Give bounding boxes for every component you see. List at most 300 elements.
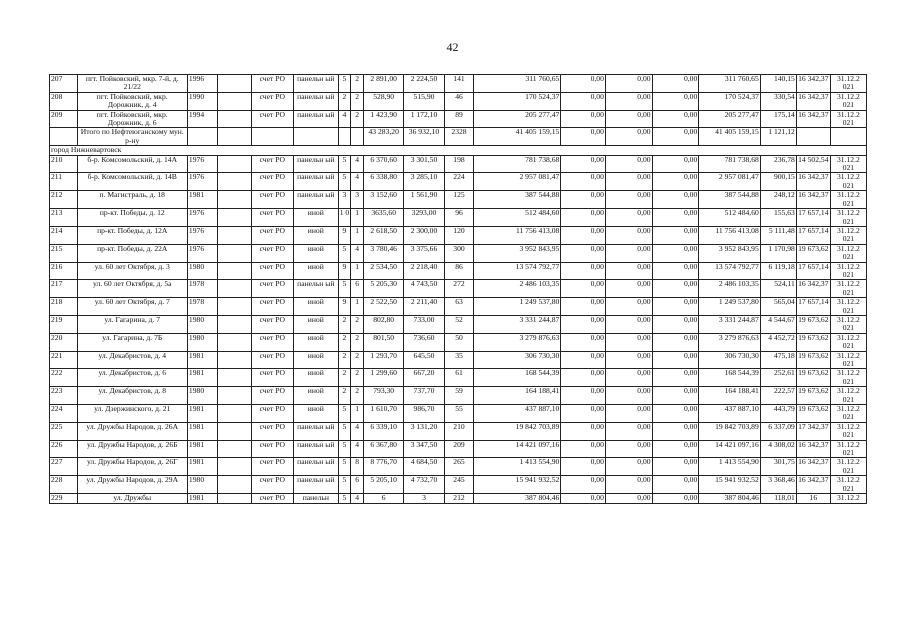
table-cell: 1976 [187, 173, 217, 191]
table-cell: 4 [351, 494, 364, 503]
table-cell: 6 339,10 [364, 422, 404, 440]
table-cell: 2 891,00 [364, 75, 404, 93]
table-cell: 2 [338, 369, 351, 387]
table-cell: 236,78 [760, 155, 796, 173]
table-cell: 4 684,50 [404, 458, 444, 476]
table-cell: 0,00 [561, 75, 606, 93]
table-row [50, 387, 867, 405]
table-cell: 14 421 097,16 [474, 440, 561, 458]
table-cell: 2 [338, 333, 351, 351]
table-cell: 141 [444, 75, 474, 93]
table-cell: пгт. Пойковский, мкр. 7-й, д. 21/22 [77, 75, 187, 93]
table-cell: 2 618,50 [364, 226, 404, 244]
table-cell: 209 [50, 110, 78, 128]
table-cell: 31.12.2 021 [830, 369, 866, 387]
table-cell: 524,11 [760, 280, 796, 298]
table-cell: 475,18 [760, 351, 796, 369]
table-cell: 31.12.2 021 [830, 110, 866, 128]
table-cell: 1 0 [338, 209, 351, 227]
table-cell: 0,00 [561, 128, 606, 146]
table-cell: 17 657,14 [796, 209, 830, 227]
table-cell: 31.12.2 021 [830, 476, 866, 494]
table-cell: ул. Дружбы Народов, д. 26А [77, 422, 187, 440]
table-cell: 5 [338, 422, 351, 440]
table-cell: ул. Гагарина, д. 7Б [77, 333, 187, 351]
table-cell: 1 [351, 226, 364, 244]
table-cell: 3 [404, 494, 444, 503]
table-cell: 0,00 [605, 226, 652, 244]
table-cell: 3 331 244,87 [699, 315, 761, 333]
table-cell: 3635,60 [364, 209, 404, 227]
table-cell: 4 544,67 [760, 315, 796, 333]
table-cell: 31.12.2 021 [830, 92, 866, 110]
table-cell: 228 [50, 476, 78, 494]
table-cell: 1980 [187, 333, 217, 351]
table-cell: 222,57 [760, 387, 796, 405]
table-cell: 3 331 244,87 [474, 315, 561, 333]
table-cell: 6 367,80 [364, 440, 404, 458]
table-cell: 0,00 [561, 458, 606, 476]
table-cell: ул. Декабристов, д. 6 [77, 369, 187, 387]
table-cell: 6 [351, 280, 364, 298]
table-cell: 19 842 703,89 [699, 422, 761, 440]
table-cell: счет РО [251, 280, 293, 298]
table-cell: 17 342,37 [796, 422, 830, 440]
table-cell: 9 [338, 298, 351, 316]
table-cell: 1 [351, 209, 364, 227]
table-cell: 1981 [187, 369, 217, 387]
table-cell: 217 [50, 280, 78, 298]
table-cell: 3 952 843,95 [474, 244, 561, 262]
table-row [50, 333, 867, 351]
table-cell: 211 [50, 173, 78, 191]
table-cell: 1976 [187, 155, 217, 173]
table-cell: 3 952 843,95 [699, 244, 761, 262]
table-cell [217, 333, 251, 351]
table-cell: 6 370,60 [364, 155, 404, 173]
table-row [50, 351, 867, 369]
table-cell: 1980 [187, 476, 217, 494]
table-cell: 218 [50, 298, 78, 316]
table-cell: 1 299,60 [364, 369, 404, 387]
table-cell: 50 [444, 333, 474, 351]
table-cell: 512 484,60 [699, 209, 761, 227]
table-cell: счет РО [251, 422, 293, 440]
table-cell: 31.12.2 021 [830, 422, 866, 440]
table-cell: 443,79 [760, 405, 796, 423]
table-cell: 16 342,37 [796, 173, 830, 191]
table-cell: 3 [351, 191, 364, 209]
table-cell: панельн ый [294, 476, 339, 494]
table-cell: 2 [351, 351, 364, 369]
table-cell: 224 [50, 405, 78, 423]
table-cell: 0,00 [561, 155, 606, 173]
table-cell: 5 111,48 [760, 226, 796, 244]
table-cell [217, 226, 251, 244]
table-cell [217, 458, 251, 476]
table-cell [217, 280, 251, 298]
table-cell [351, 128, 364, 146]
table-cell: счет РО [251, 226, 293, 244]
table-cell: 1 170,98 [760, 244, 796, 262]
table-cell: 175,14 [760, 110, 796, 128]
table-cell: 43 283,20 [364, 128, 404, 146]
table-row [50, 173, 867, 191]
table-cell: 301,75 [760, 458, 796, 476]
table-row [50, 440, 867, 458]
table-cell: иной [294, 315, 339, 333]
table-cell: иной [294, 351, 339, 369]
table-cell: 168 544,39 [474, 369, 561, 387]
table-cell: 437 887,10 [474, 405, 561, 423]
table-cell: 2 224,50 [404, 75, 444, 93]
table-cell: б-р. Комсомольский, д. 14А [77, 155, 187, 173]
housing-registry-table [49, 74, 867, 504]
table-cell: иной [294, 262, 339, 280]
table-cell [338, 128, 351, 146]
table-cell: 120 [444, 226, 474, 244]
table-cell: счет РО [251, 92, 293, 110]
table-cell: 2 [338, 315, 351, 333]
table-cell: счет РО [251, 369, 293, 387]
table-cell: 89 [444, 110, 474, 128]
table-cell: 0,00 [605, 440, 652, 458]
table-cell: 0,00 [561, 298, 606, 316]
table-cell: счет РО [251, 298, 293, 316]
table-cell [217, 387, 251, 405]
table-cell: 5 [338, 440, 351, 458]
table-cell: 19 673,62 [796, 405, 830, 423]
table-cell: 2 [338, 351, 351, 369]
table-cell: 1 561,90 [404, 191, 444, 209]
table-cell: 2 957 081,47 [699, 173, 761, 191]
table-cell: 1 610,70 [364, 405, 404, 423]
table-cell: 36 932,10 [404, 128, 444, 146]
table-cell: 0,00 [652, 209, 699, 227]
table-cell: 61 [444, 369, 474, 387]
table-cell: 31.12.2 021 [830, 333, 866, 351]
table-cell: 3 368,46 [760, 476, 796, 494]
table-cell [217, 128, 251, 146]
table-cell: 2 [338, 387, 351, 405]
table-cell: 0,00 [561, 369, 606, 387]
table-cell: 5 [338, 280, 351, 298]
table-cell: 220 [50, 333, 78, 351]
table-cell: иной [294, 209, 339, 227]
table-cell: 0,00 [652, 369, 699, 387]
table-cell: 1978 [187, 298, 217, 316]
table-cell: 140,15 [760, 75, 796, 93]
table-cell: 3 301,50 [404, 155, 444, 173]
table-cell: 5 205,10 [364, 476, 404, 494]
table-cell: 19 673,62 [796, 387, 830, 405]
table-cell: ул. Дзержинского, д. 21 [77, 405, 187, 423]
table-cell: 0,00 [652, 298, 699, 316]
table-cell [217, 155, 251, 173]
table-cell: 2328 [444, 128, 474, 146]
table-cell: 17 657,14 [796, 262, 830, 280]
table-cell: 4 [338, 110, 351, 128]
table-cell: 1 [351, 262, 364, 280]
table-cell: 17 657,14 [796, 298, 830, 316]
table-cell: 0,00 [605, 405, 652, 423]
table-row [50, 315, 867, 333]
table-cell: панельн ый [294, 422, 339, 440]
table-row [50, 298, 867, 316]
table-cell: 17 657,14 [796, 226, 830, 244]
table-cell: 0,00 [605, 244, 652, 262]
table-cell [217, 298, 251, 316]
table-cell: 0,00 [652, 422, 699, 440]
table-cell: 164 188,41 [699, 387, 761, 405]
table-cell: 212 [444, 494, 474, 503]
table-cell: панельн ый [294, 92, 339, 110]
table-cell: 0,00 [605, 209, 652, 227]
table-cell: 4 [351, 173, 364, 191]
table-cell: счет РО [251, 191, 293, 209]
table-row [50, 405, 867, 423]
table-cell: счет РО [251, 244, 293, 262]
table-cell: 0,00 [652, 458, 699, 476]
table-cell: 3 347,50 [404, 440, 444, 458]
table-cell: 0,00 [652, 155, 699, 173]
table-cell: 16 342,37 [796, 440, 830, 458]
table-cell: 0,00 [652, 128, 699, 146]
table-cell: 311 760,65 [699, 75, 761, 93]
table-cell: 311 760,65 [474, 75, 561, 93]
table-cell: 31.12.2 021 [830, 262, 866, 280]
table-cell: 3 279 876,63 [699, 333, 761, 351]
table-cell [217, 92, 251, 110]
table-cell: 387 544,88 [699, 191, 761, 209]
table-cell: 0,00 [652, 387, 699, 405]
table-cell: 41 405 159,15 [699, 128, 761, 146]
table-cell [217, 244, 251, 262]
table-cell: 0,00 [652, 244, 699, 262]
table-cell: 35 [444, 351, 474, 369]
table-cell: счет РО [251, 458, 293, 476]
table-cell: 1 423,90 [364, 110, 404, 128]
table-cell: 8 776,70 [364, 458, 404, 476]
table-cell: 207 [50, 75, 78, 93]
table-cell: 733,00 [404, 315, 444, 333]
table-cell: 1981 [187, 458, 217, 476]
table-row [50, 476, 867, 494]
table-cell: 2 [351, 333, 364, 351]
table-cell: 1 293,70 [364, 351, 404, 369]
table-cell: панельн ый [294, 155, 339, 173]
table-cell: 209 [444, 440, 474, 458]
table-cell: ул. 60 лет Октября, д. 5а [77, 280, 187, 298]
table-cell: 0,00 [605, 262, 652, 280]
table-cell: 0,00 [652, 351, 699, 369]
table-cell: 2 [338, 92, 351, 110]
table-cell: 528,90 [364, 92, 404, 110]
table-cell: 0,00 [561, 262, 606, 280]
table-cell [830, 128, 866, 146]
table-cell: 0,00 [561, 440, 606, 458]
table-cell: 1990 [187, 92, 217, 110]
table-cell: 0,00 [561, 191, 606, 209]
table-cell: 212 [50, 191, 78, 209]
table-cell: иной [294, 405, 339, 423]
table-cell: 213 [50, 209, 78, 227]
table-cell: 224 [444, 173, 474, 191]
table-cell: 3 279 876,63 [474, 333, 561, 351]
table-cell: 223 [50, 387, 78, 405]
table-row [50, 494, 867, 503]
table-cell: панельн ый [294, 191, 339, 209]
table-cell: город Нижневартовск [50, 146, 867, 155]
table-cell: счет РО [251, 155, 293, 173]
table-cell: 19 673,62 [796, 315, 830, 333]
table-cell: 6 337,09 [760, 422, 796, 440]
table-cell: 1978 [187, 280, 217, 298]
table-cell: 1 249 537,80 [474, 298, 561, 316]
table-cell: счет РО [251, 387, 293, 405]
table-cell: 19 673,62 [796, 333, 830, 351]
table-cell: 0,00 [561, 387, 606, 405]
table-cell: 0,00 [652, 333, 699, 351]
table-cell: 565,04 [760, 298, 796, 316]
table-cell: 0,00 [605, 155, 652, 173]
table-cell: 512 484,60 [474, 209, 561, 227]
table-cell: 210 [50, 155, 78, 173]
table-cell: 1980 [187, 262, 217, 280]
table-cell: счет РО [251, 405, 293, 423]
table-cell: 737,70 [404, 387, 444, 405]
page-number: 42 [446, 40, 459, 54]
table-cell: 5 205,30 [364, 280, 404, 298]
table-cell: 216 [50, 262, 78, 280]
table-cell: 2 534,50 [364, 262, 404, 280]
table-cell [217, 440, 251, 458]
table-cell: 31.12.2 021 [830, 173, 866, 191]
table-cell: 4 452,72 [760, 333, 796, 351]
table-cell: 802,80 [364, 315, 404, 333]
table-cell: 5 [338, 494, 351, 503]
table-cell: 2 [351, 315, 364, 333]
table-cell: 8 [351, 458, 364, 476]
table-cell: 1976 [187, 226, 217, 244]
table-cell: 0,00 [652, 440, 699, 458]
table-row [50, 226, 867, 244]
table-cell: 214 [50, 226, 78, 244]
table-cell: 3 375,66 [404, 244, 444, 262]
table-cell: 0,00 [652, 191, 699, 209]
table-cell: 0,00 [652, 92, 699, 110]
table-cell: 272 [444, 280, 474, 298]
table-cell: 31.12.2 021 [830, 209, 866, 227]
table-cell: панельн [294, 494, 339, 503]
table-cell: 437 887,10 [699, 405, 761, 423]
table-cell: 19 842 703,89 [474, 422, 561, 440]
table-cell: 215 [50, 244, 78, 262]
table-cell: 1976 [187, 244, 217, 262]
table-cell: 13 574 792,77 [474, 262, 561, 280]
table-cell: 31.12.2 021 [830, 280, 866, 298]
table-cell: 801,50 [364, 333, 404, 351]
table-cell: 4 [351, 422, 364, 440]
table-cell: 0,00 [561, 476, 606, 494]
table-cell: 16 342,37 [796, 476, 830, 494]
table-cell: 2 486 103,35 [699, 280, 761, 298]
table-cell: 59 [444, 387, 474, 405]
table-cell: 252,61 [760, 369, 796, 387]
table-cell: ул. Дружбы Народов, д. 26Г [77, 458, 187, 476]
table-cell: 1 413 554,90 [699, 458, 761, 476]
table-cell: счет РО [251, 333, 293, 351]
table-cell: 5 [338, 405, 351, 423]
table-row [50, 146, 867, 155]
table-cell: 31.12.2 021 [830, 440, 866, 458]
table-body [50, 75, 867, 504]
table-cell: иной [294, 333, 339, 351]
table-cell: 0,00 [561, 173, 606, 191]
table-cell: ул. Дружбы Народов, д. 29А [77, 476, 187, 494]
table-row [50, 128, 867, 146]
table-cell: 0,00 [605, 387, 652, 405]
table-cell [217, 209, 251, 227]
table-cell: 155,63 [760, 209, 796, 227]
table-row [50, 155, 867, 173]
table-cell: иной [294, 226, 339, 244]
table-cell: панельн ый [294, 110, 339, 128]
table-cell: 1981 [187, 405, 217, 423]
table-cell: 63 [444, 298, 474, 316]
table-cell [217, 494, 251, 503]
table-cell: 2 486 103,35 [474, 280, 561, 298]
table-cell: 0,00 [605, 298, 652, 316]
table-cell: 0,00 [605, 280, 652, 298]
table-row [50, 191, 867, 209]
table-cell: иной [294, 387, 339, 405]
table-cell: 4 743,50 [404, 280, 444, 298]
table-cell: 0,00 [605, 173, 652, 191]
table-cell: 227 [50, 458, 78, 476]
table-cell: 900,15 [760, 173, 796, 191]
table-cell: счет РО [251, 173, 293, 191]
table-cell: 229 [50, 494, 78, 503]
table-cell: 1981 [187, 422, 217, 440]
table-cell: 2 522,50 [364, 298, 404, 316]
table-cell: 31.12.2 021 [830, 226, 866, 244]
table-cell: ул. 60 лет Октября, д. 3 [77, 262, 187, 280]
table-cell: 52 [444, 315, 474, 333]
table-cell: 1980 [187, 315, 217, 333]
table-row [50, 262, 867, 280]
table-cell: 205 277,47 [699, 110, 761, 128]
table-cell: 2 [351, 369, 364, 387]
table-cell: 31.12.2 021 [830, 75, 866, 93]
table-row [50, 209, 867, 227]
table-cell: 2 [351, 92, 364, 110]
table-cell: 1981 [187, 351, 217, 369]
table-cell: 793,30 [364, 387, 404, 405]
table-cell: 11 756 413,08 [474, 226, 561, 244]
table-cell: 5 [338, 75, 351, 93]
table-cell: 16 342,37 [796, 458, 830, 476]
table-cell: б-р. Комсомольский, д. 14В [77, 173, 187, 191]
table-cell: счет РО [251, 440, 293, 458]
table-cell: 0,00 [561, 110, 606, 128]
table-cell: пгт. Пойковский, мкр. Дорожник, д. 4 [77, 92, 187, 110]
table-cell: 198 [444, 155, 474, 173]
table-cell: 9 [338, 262, 351, 280]
table-row [50, 369, 867, 387]
table-cell: п. Магистраль, д. 18 [77, 191, 187, 209]
table-cell: 387 804,46 [699, 494, 761, 503]
